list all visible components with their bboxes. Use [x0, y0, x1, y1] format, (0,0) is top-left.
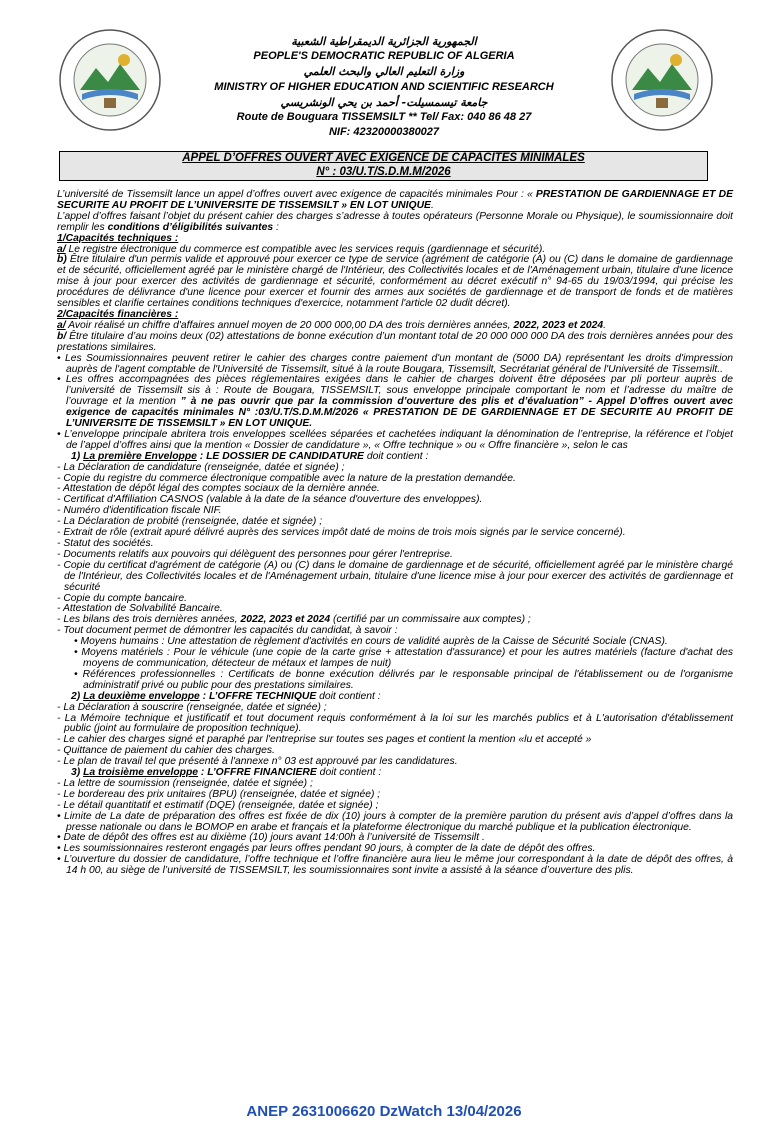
list-item: - Documents relatifs aux pouvoirs qui délèguent des personnes pour gérer l'entreprise.: [57, 548, 453, 560]
technical-b: b) Être titulaire d'un permis valide et approuvé pour exercer ce type de service (agrément de catégorie (A) ou (C) dans le domaine de gardiennage et de sécurité, officiellement agréé par le ministère chargé de l'Intérieur, des Collectivités locales et de l'Aménagement urbain, titulaire d'une licence mise à jour pour exercer des activités de gardiennage et sécurité, conformément au décret exécutif n° 94-65 du 19/03/1994, qui précise les procédures de délivrance d'une licence pour exercer et fournir des armes aux sociétés de gardiennage et de transport de fonds et de matières sensibles et clarifie certaines conditions techniques d'exercice, notamment l'article 02 dudit décret).: [57, 254, 733, 310]
list-item: - La lettre de soumission (renseignée, datée et signée) ;: [57, 777, 313, 789]
financial-heading: 2/Capacités financières :: [57, 308, 179, 320]
financial-a: a/ Avoir réalisé un chiffre d'affaires annuel moyen de 20 000 000,00 DA des trois dernières années, 2022, 2023 et 2024.: [57, 319, 607, 331]
financial-b: b/ Être titulaire d’au moins deux (02) attestations de bonne exécution d’un montant total de 20 000 000 000 DA des trois dernières années pour des prestations similaires.: [57, 330, 733, 353]
university-logo-right: [610, 28, 714, 132]
publication-reference: ANEP 2631006620 DzWatch 13/04/2026: [246, 1103, 522, 1120]
ministry-arabic: وزارة التعليم العالي والبحث العلمي: [303, 65, 465, 79]
list-item: - La Mémoire technique et justificatif et tout document requis conformément à la loi sur les marchés publics et à L'autorisation d'établissement public (joint au formulaire de proposition technique).: [57, 712, 733, 735]
bullet-final: • Date de dépôt des offres est au dixième (10) jours avant 14:00h à l’université de Tissemsilt .: [57, 832, 485, 844]
sub-list-item: • Références professionnelles : Certificats de bonne exécution délivrés par le responsable principal de l'établissement ou de l'organisme administratif privé ou public pour des prestations similaires.: [74, 668, 734, 691]
list-item: - Copie du registre du commerce électronique compatible avec la nature de la prestation demandée.: [57, 472, 516, 484]
address: Route de Bouguara TISSEMSILT ** Tel/ Fax: 040 86 48 27: [236, 111, 532, 124]
technical-a: a/ Le registre électronique du commerce est compatible avec les services requis (gardiennage et sécurité).: [57, 243, 546, 255]
republic-french: PEOPLE'S DEMOCRATIC REPUBLIC OF ALGERIA: [253, 50, 515, 63]
list-item: - Statut des sociétés.: [57, 538, 154, 549]
republic-arabic: الجمهورية الجزائرية الديمقراطية الشعبية: [291, 35, 477, 48]
bullet-enveloppe: • L’enveloppe principale abritera trois enveloppes scellées séparées et cachetées indiquant la dénomination de l’entreprise, la référence et l’objet de l’appel d’offres ainsi que la mention « Dossier de candidature », « Offre technique » ou « Offre financière », selon le cas: [57, 428, 734, 451]
list-item: - Copie du compte bancaire.: [57, 592, 187, 604]
list-item: - Quittance de paiement du cahier des charges.: [57, 745, 275, 757]
list-item: - Certificat d'Affiliation CASNOS (valable à la date de la séance d'ouverture des enveloppes).: [57, 494, 483, 506]
letterhead: [160, 34, 608, 140]
tender-title: APPEL D’OFFRES OUVERT AVEC EXIGENCE DE CAPACITES MINIMALES: [182, 152, 585, 164]
bullet-depot: • Les offres accompagnées des pièces réglementaires exigées dans le cahier de charges doivent être déposées par pli porteur auprès de l’université de Tissemsilt sis à : Route de Bougara, TISSEMSILT, sous enveloppe principale comportant le nom et l’adresse du maître de l’ouvrage et la mention ” à ne pas ouvrir que par la commission d’ouverture des plis et d’évaluation” - Appel D’offres ouvert avec exigence de capacités minimales N° :03/U.T/S.D.M.M/2026 « PRESTATION DE DE GARDIENNAGE ET DE SECURITE AU PROFIT DE L’UNIVERSITE DE TISSEMSILT » EN LOT UNIQUE.: [57, 374, 734, 430]
notice-body: [57, 190, 733, 877]
list-item: - Copie du certificat d'agrément de catégorie (A) ou (C) dans le domaine de gardiennage et de sécurité, officiellement agréé par le ministère chargé de l'Intérieur, des Collectivités locales et de l'Aménagement urbain, titulaire d'une licence mise à jour pour exercer des activités de gardiennage et sécurité: [57, 559, 734, 593]
tender-title-box: [59, 151, 708, 181]
tender-number: N° : 03/U.T/S.D.M.M/2026: [316, 165, 451, 178]
bullet-final: • Limite de La date de préparation des offres est fixée de dix (10) jours à compter de la première parution du présent avis d’appel d’offres dans la presse nationale ou dans le BOMOP en arabe et français et la plateforme électronique du marché publique et la publication électronique.: [57, 810, 733, 833]
bullet-final: • L’ouverture du dossier de candidature, l’offre technique et l’offre financière aura lieu le même jour correspondant à la date de dépôt des offres, à 14 h 00, au siège de l’université de TISSEMSILT, les soumissionnaires sont invite a assisté à la séance d’ouverture des plis.: [57, 854, 733, 877]
list-item: - La Déclaration de probité (renseignée, datée et signée) ;: [57, 516, 323, 528]
envelope-1-heading: 1) La première Enveloppe : LE DOSSIER DE CANDIDATURE doit contient :: [71, 450, 429, 462]
envelope-3-heading: 3) La troisième enveloppe : L’OFFRE FINANCIERE doit contient :: [71, 767, 382, 779]
list-item: - Le détail quantitatif et estimatif (DQE) (renseignée, datée et signée) ;: [57, 799, 379, 811]
envelope-2-heading: 2) La deuxième enveloppe : L’OFFRE TECHNIQUE doit contient :: [71, 690, 381, 702]
sub-list-item: • Moyens matériels : Pour le véhicule (une copie de la carte grise + attestation d'assurance) et pour les autres matériels (facture d'achat des moyens de communication, détecteur de métaux et lampes de nuit): [74, 647, 734, 669]
list-item: - Numéro d'identification fiscale NIF.: [57, 505, 222, 517]
list-item: - Tout document permet de démontrer les capacités du candidat, à savoir :: [57, 625, 398, 637]
sub-list-item: • Moyens humains : Une attestation de règlement d'activités en cours de validité auprès de la Caisse de Sécurité Sociale (CNAS).: [74, 636, 668, 648]
list-item: - Attestation de dépôt légal des comptes sociaux de la dernière année.: [57, 483, 380, 495]
list-item: - Le plan de travail tel que présenté à l'annexe n° 03 est approuvé par les candidatures.: [57, 756, 458, 768]
list-item: - Attestation de Solvabilité Bancaire.: [57, 603, 223, 615]
list-item: - Le cahier des charges signé et paraphé par l'entreprise sur toutes ses pages et contient la mention «lu et accepté »: [57, 734, 592, 746]
university-arabic: جامعة تيسمسيلت- أحمد بن يحي الونشريسي: [280, 95, 488, 109]
university-logo-left: [58, 28, 162, 132]
intro-paragraph: L’université de Tissemsilt lance un appel d’offres ouvert avec exigence de capacités minimales Pour : « PRESTATION DE GARDIENNAGE ET DE SECURITE AU PROFIT DE L’UNIVERSITE DE TISSEMSILT » EN LOT UNIQUE.: [57, 189, 733, 211]
eligibility-paragraph: L’appel d’offres faisant l’objet du présent cahier des charges s’adresse à toutes opérateurs (Personne Morale ou Physique), le soumissionnaire doit remplir les conditions d’éligibilités suivantes :: [57, 210, 733, 233]
list-item: - La Déclaration à souscrire (renseignée, datée et signée) ;: [57, 701, 327, 713]
list-item: - La Déclaration de candidature (renseignée, datée et signée) ;: [57, 461, 345, 473]
technical-heading: 1/Capacités techniques :: [57, 232, 179, 244]
ministry-english: MINISTRY OF HIGHER EDUCATION AND SCIENTIFIC RESEARCH: [214, 80, 554, 93]
bullet-retrait: • Les Soumissionnaires peuvent retirer le cahier des charges contre paiement d'un montant de (5000 DA) représentant les droits d'impression auprès de l'agent comptable de l'Université de Tissemsilt, situé à la route Bougara, Tissemsilt, Secrétariat général de l'Université de Tissemsilt..: [57, 352, 733, 375]
list-item-bilans: - Les bilans des trois dernières années, 2022, 2023 et 2024 (certifié par un commissaire aux comptes) ;: [57, 614, 531, 626]
list-item: - Extrait de rôle (extrait apuré délivré auprès des services impôt daté de moins de trois mois signés par le service concerné).: [57, 527, 626, 539]
bullet-final: • Les soumissionnaires resteront engagés par leurs offres pendant 90 jours, à compter de la date de dépôt des offres.: [57, 843, 596, 855]
list-item: - Le bordereau des prix unitaires (BPU) (renseignée, datée et signée) ;: [57, 788, 381, 800]
nif: NIF: 42320000380027: [328, 126, 440, 139]
